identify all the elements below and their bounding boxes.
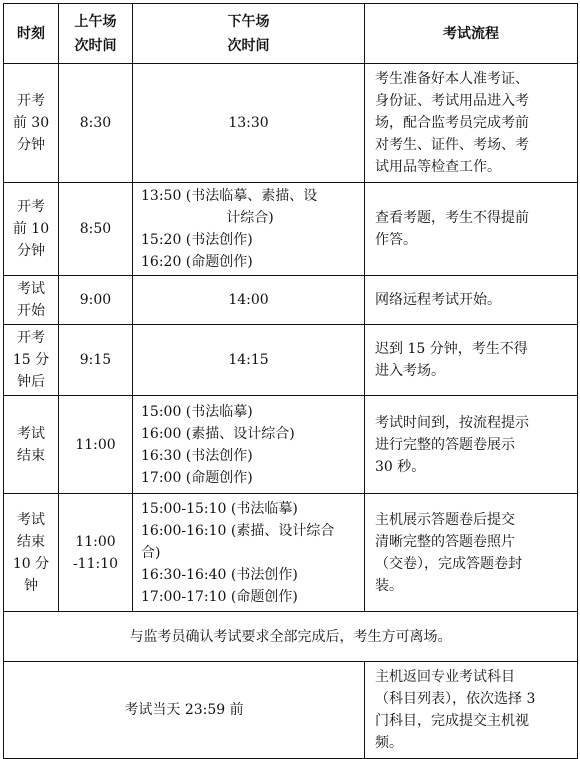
- final-flow-cell: 主机返回专业考试科目 （科目列表），依次选择 3 门科目，完成提交主机视 频。: [365, 662, 578, 759]
- table-row: [4, 276, 578, 325]
- time-cell: 开考 15 分 钟后: [4, 325, 59, 396]
- flow-cell: 考生准备好本人准考证、 身份证、考试用品进入考 场，配合监考员完成考前 对考生、证件、考场、考 试用品等检查工作。: [365, 64, 578, 183]
- pm-time-cell: 13:50 (书法临摹、素描、设 计综合) 15:20 (书法创作) 16:20 (命题创作): [133, 183, 365, 276]
- pm-time-cell: 14:00: [133, 276, 365, 325]
- header-pm: 下午场 次时间: [133, 4, 365, 64]
- am-time-cell: 9:00: [59, 276, 133, 325]
- notice-row: [4, 612, 578, 662]
- am-time-cell: 8:50: [59, 183, 133, 276]
- pm-time-cell: 13:30: [133, 64, 365, 183]
- table-row: [4, 183, 578, 276]
- table-row: [4, 396, 578, 494]
- final-time-cell: 考试当天 23:59 前: [4, 662, 365, 759]
- header-flow: 考试流程: [365, 4, 578, 64]
- time-cell: 考试 结束 10 分 钟: [4, 494, 59, 612]
- time-cell: 开考 前 10 分钟: [4, 183, 59, 276]
- flow-cell: 查看考题，考生不得提前 作答。: [365, 183, 578, 276]
- table-row: [4, 64, 578, 183]
- notice-cell: 与监考员确认考试要求全部完成后，考生方可离场。: [4, 612, 578, 662]
- flow-cell: 考试时间到，按流程提示 进行完整的答题卷展示 30 秒。: [365, 396, 578, 494]
- pm-time-cell: 15:00-15:10 (书法临摹) 16:00-16:10 (素描、设计综合 合) 16:30-16:40 (书法创作) 17:00-17:10 (命题创作): [133, 494, 365, 612]
- am-time-cell: 8:30: [59, 64, 133, 183]
- time-cell: 考试 开始: [4, 276, 59, 325]
- header-am: 上午场 次时间: [59, 4, 133, 64]
- table-row: [4, 494, 578, 612]
- pm-time-cell: 14:15: [133, 325, 365, 396]
- table-row: [4, 325, 578, 396]
- flow-cell: 迟到 15 分钟，考生不得 进入考场。: [365, 325, 578, 396]
- am-time-cell: 11:00 -11:10: [59, 494, 133, 612]
- exam-schedule-table: [3, 3, 578, 759]
- time-cell: 考试 结束: [4, 396, 59, 494]
- flow-cell: 主机展示答题卷后提交 清晰完整的答题卷照片 （交卷），完成答题卷封 装。: [365, 494, 578, 612]
- pm-time-cell: 15:00 (书法临摹) 16:00 (素描、设计综合) 16:30 (书法创作) 17:00 (命题创作): [133, 396, 365, 494]
- am-time-cell: 11:00: [59, 396, 133, 494]
- header-row: [4, 4, 578, 64]
- header-time: 时刻: [4, 4, 59, 64]
- flow-cell: 网络远程考试开始。: [365, 276, 578, 325]
- final-row: [4, 662, 578, 759]
- am-time-cell: 9:15: [59, 325, 133, 396]
- time-cell: 开考 前 30 分钟: [4, 64, 59, 183]
